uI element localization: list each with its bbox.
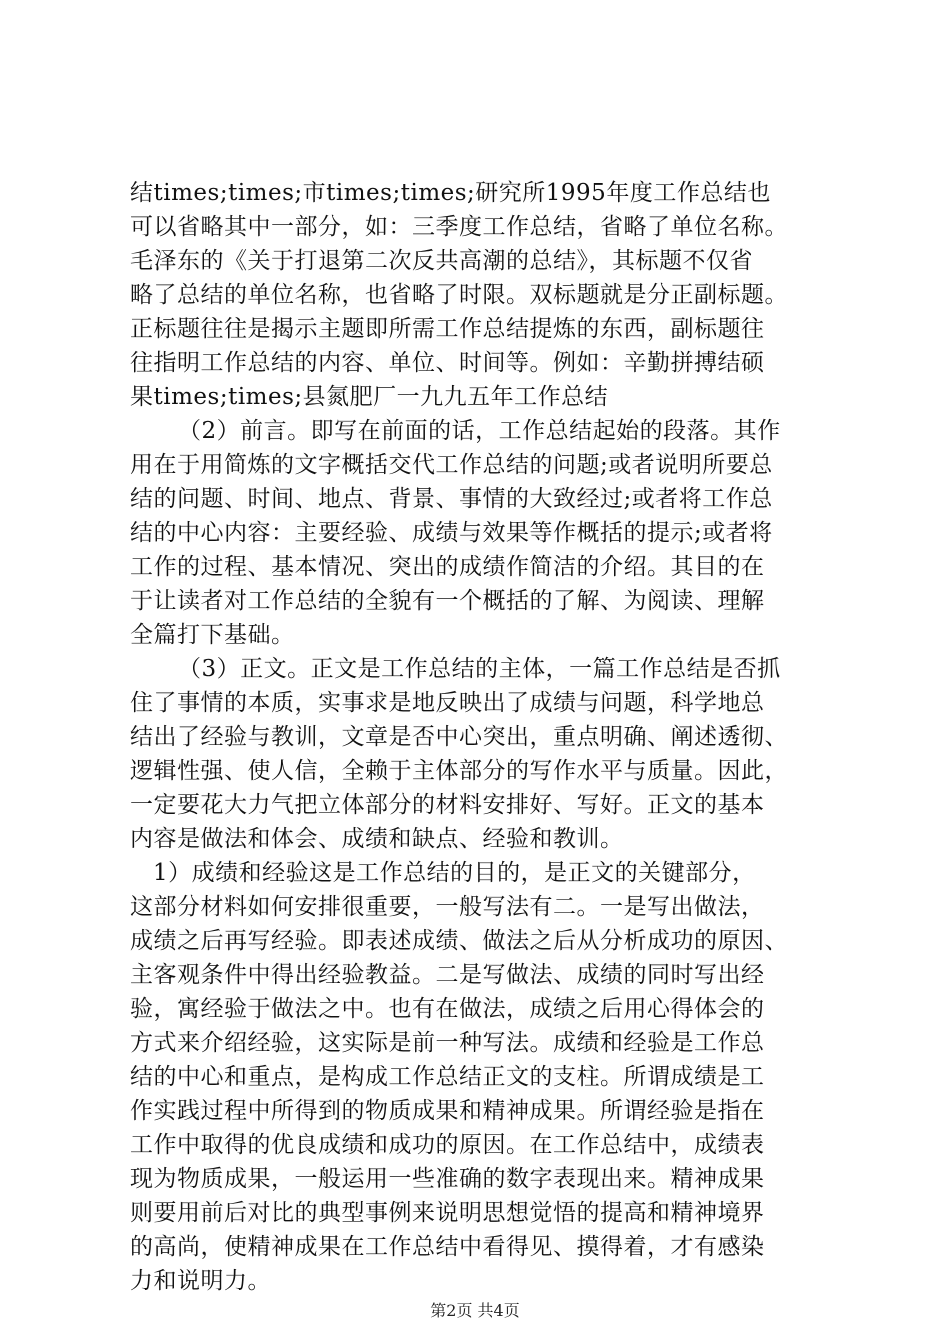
- text-line: 现为物质成果，一般运用一些准确的数字表现出来。精神成果: [130, 1166, 765, 1192]
- text-line: 作实践过程中所得到的物质成果和精神成果。所谓经验是指在: [130, 1098, 765, 1124]
- text-line: 这部分材料如何安排很重要，一般写法有二。一是写出做法，: [130, 894, 765, 920]
- text-line: 结times;times;市times;times;研究所1995年度工作总结也: [130, 180, 771, 206]
- text-line: 方式来介绍经验，这实际是前一种写法。成绩和经验是工作总: [130, 1030, 765, 1056]
- text-line: 主客观条件中得出经验教益。二是写做法、成绩的同时写出经: [130, 962, 765, 988]
- text-line: （3）正文。正文是工作总结的主体，一篇工作总结是否抓: [178, 656, 781, 682]
- text-line: 工作中取得的优良成绩和成功的原因。在工作总结中，成绩表: [130, 1132, 765, 1158]
- text-line: 毛泽东的《关于打退第二次反共高潮的总结》，其标题不仅省: [130, 248, 753, 274]
- text-line: 一定要花大力气把立体部分的材料安排好、写好。正文的基本: [130, 792, 765, 818]
- text-line: 1）成绩和经验这是工作总结的目的，是正文的关键部分，: [153, 860, 756, 886]
- text-line: 住了事情的本质，实事求是地反映出了成绩与问题，科学地总: [130, 690, 765, 716]
- text-line: 可以省略其中一部分，如：三季度工作总结，省略了单位名称。: [130, 214, 788, 240]
- page-number: 第2页 共4页: [430, 1301, 520, 1320]
- text-line: 用在于用简炼的文字概括交代工作总结的问题;或者说明所要总: [130, 452, 773, 478]
- text-line: 工作的过程、基本情况、突出的成绩作简洁的介绍。其目的在: [130, 554, 765, 580]
- text-line: 验，寓经验于做法之中。也有在做法，成绩之后用心得体会的: [130, 996, 765, 1022]
- text-line: 结的问题、时间、地点、背景、事情的大致经过;或者将工作总: [130, 486, 773, 512]
- text-line: 全篇打下基础。: [130, 622, 295, 648]
- text-line: 果times;times;县氮肥厂一九九五年工作总结: [130, 384, 609, 410]
- text-line: 于让读者对工作总结的全貌有一个概括的了解、为阅读、理解: [130, 588, 765, 614]
- text-line: （2）前言。即写在前面的话，工作总结起始的段落。其作: [178, 418, 781, 444]
- text-line: 逻辑性强、使人信，全赖于主体部分的写作水平与质量。因此，: [130, 758, 788, 784]
- text-line: 力和说明力。: [130, 1268, 271, 1294]
- text-line: 的高尚，使精神成果在工作总结中看得见、摸得着，才有感染: [130, 1234, 765, 1260]
- text-line: 结的中心和重点，是构成工作总结正文的支柱。所谓成绩是工: [130, 1064, 765, 1090]
- text-line: 成绩之后再写经验。即表述成绩、做法之后从分析成功的原因、: [130, 928, 788, 954]
- text-line: 往指明工作总结的内容、单位、时间等。例如：辛勤拼搏结硕: [130, 350, 765, 376]
- text-line: 正标题往往是揭示主题即所需工作总结提炼的东西，副标题往: [130, 316, 765, 342]
- text-line: 结出了经验与教训，文章是否中心突出，重点明确、阐述透彻、: [130, 724, 788, 750]
- text-line: 则要用前后对比的典型事例来说明思想觉悟的提高和精神境界: [130, 1200, 765, 1226]
- text-line: 结的中心内容：主要经验、成绩与效果等作概括的提示;或者将: [130, 520, 773, 546]
- text-line: 内容是做法和体会、成绩和缺点、经验和教训。: [130, 826, 624, 852]
- text-line: 略了总结的单位名称，也省略了时限。双标题就是分正副标题。: [130, 282, 788, 308]
